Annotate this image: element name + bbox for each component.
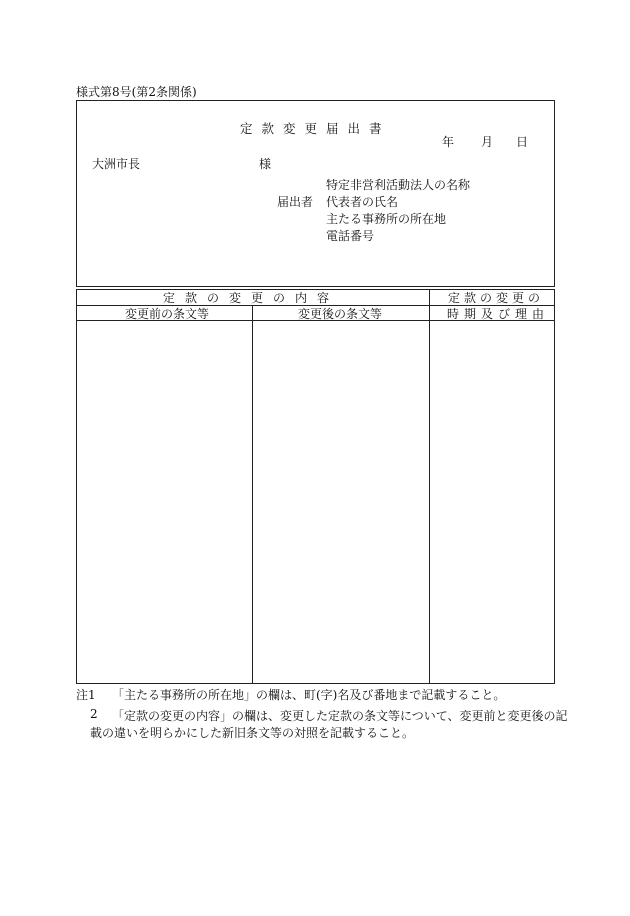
document-title: 定款変更届出書 [240,121,391,136]
table-column-divider-reason [429,289,430,684]
header-after-articles: 変更後の条文等 [298,307,383,321]
date-year-label: 年 [442,135,455,149]
addressee: 大洲市長 [92,157,141,171]
header-amendment-content: 定款の変更の内容 [163,291,340,305]
field-phone-number: 電話番号 [326,229,375,243]
header-amendment-timing: 定款の変更の [448,291,545,305]
header-before-articles: 変更前の条文等 [125,307,210,321]
amendment-table [76,289,555,684]
field-corporation-name: 特定非営利活動法人の名称 [326,178,471,192]
form-number-label: 様式第8号(第2条関係) [76,85,197,99]
date-day-label: 日 [516,135,529,149]
note-2-label: 2 [90,707,98,721]
addressee-honorific: 様 [259,157,272,171]
field-office-address: 主たる事務所の所在地 [326,212,447,226]
note-2-text-line-2: 載の違いを明らかにした新旧条文等の対照を記載すること。 [90,726,415,740]
note-2-text-line-1: 「定款の変更の内容」の欄は、変更した定款の条文等について、変更前と変更後の記 [112,709,568,723]
date-month-label: 月 [481,135,494,149]
field-representative-name: 代表者の氏名 [326,195,399,209]
note-1-label: 注1 [76,688,96,702]
note-1-text: 「主たる事務所の所在地」の欄は、町(字)名及び番地まで記載すること。 [112,688,506,702]
header-timing-reason: 時期及び理由 [447,307,550,321]
table-column-divider-before-after [252,305,253,684]
applicant-label: 届出者 [277,195,314,209]
